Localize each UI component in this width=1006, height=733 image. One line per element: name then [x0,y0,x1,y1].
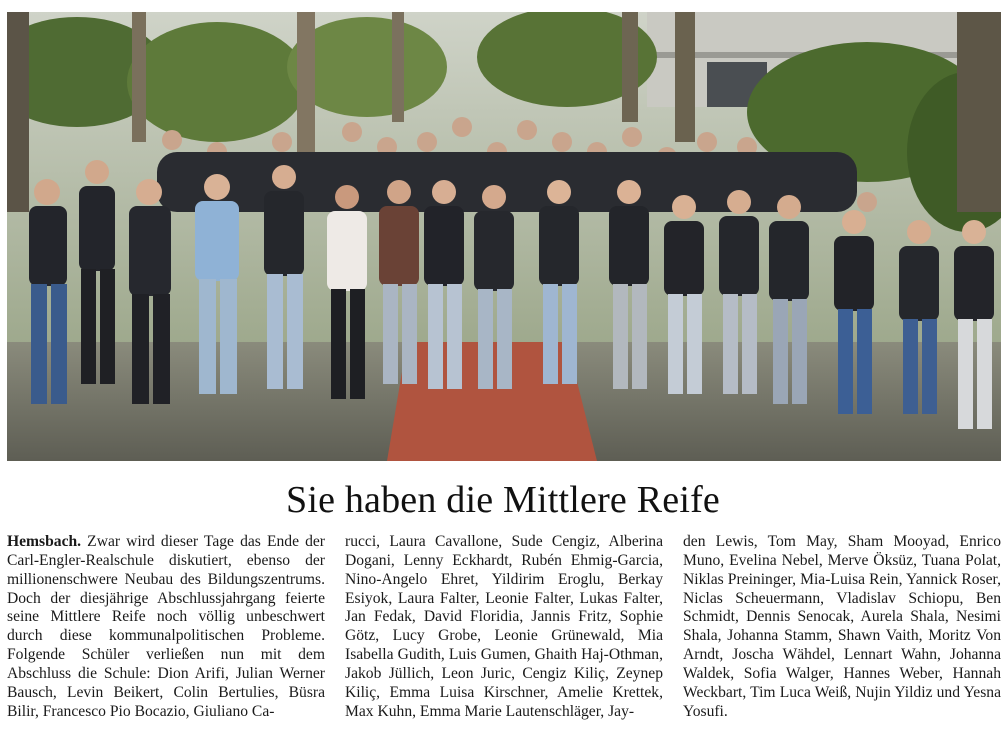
article-column-3: den Lewis, Tom May, Sham Mooyad, Enrico Muno, Evelina Nebel, Merve Öksüz, Tuana Polat, Niklas Preininger, Mia-Luisa Rein, Yannick Roser, Niclas Scheuermann, Vladislav Schiopu, Ben Schmidt, Dennis Senocak, Aurela Shala, Nesimi Shala, Johanna Stamm, Shawn Vaith, Moritz Von Arndt, Joscha Wähdel, Lennart Wahn, Johanna Waldek, Sofia Walger, Hannes Weber, Hannah Weckbart, Tim Luca Weiß, Nujin Yildiz und Yesna Yosufi. [683,533,1001,720]
article-headline: Sie haben die Mittlere Reife [285,479,720,521]
article-dateline: Hemsbach. [7,533,82,550]
group-photo [7,12,1001,461]
article-body [7,533,1001,729]
article-column-1 [7,533,325,721]
group-photo-image [7,12,1001,461]
article-column-2: rucci, Laura Cavallone, Sude Cengiz, Alberina Dogani, Lenny Eckhardt, Rubén Ehmig-Garcia, Nino-Angelo Ehret, Yildirim Eroglu, Berkay Esiyok, Laura Falter, Leonie Falter, Lukas Falter, Jan Fedak, David Floridia, Jannis Fritz, Sophie Götz, Lucy Grobe, Leonie Grünewald, Mia Isabella Gudith, Luis Gumen, Ghaith Haj-Othman, Jakob Jüllich, Leon Juric, Cengiz Kiliç, Zeynep Kiliç, Emma Luisa Kirschner, Amelie Krettek, Max Kuhn, Emma Marie Lautenschläger, Jay- [345,533,663,720]
article-column-1-text: Zwar wird dieser Tage das Ende der Carl-Engler-Realschule diskutiert, ebenso der millionenschwere Neubau des Bildungszentrums. Doch der diesjährige Abschlussjahrgang feierte seine Mittlere Reife noch völlig unbeschwert durch diese kommunalpolitischen Probleme. Folgende Schüler verließen nun mit dem Abschluss die Schule: Dion Arifi, Julian Werner Bausch, Levin Beikert, Colin Bertulies, Büsra Bilir, Francesco Pio Bocazio, Giuliano Ca- [7,533,325,720]
